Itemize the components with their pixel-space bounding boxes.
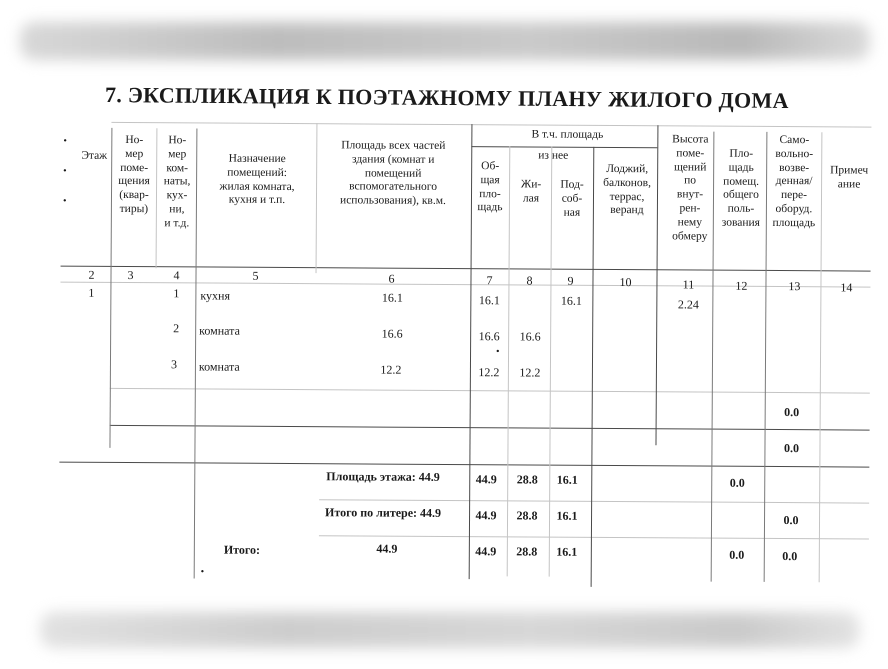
header-common-area: Пло- щадь помещ. общего поль- зования	[721, 147, 760, 229]
col-number: 10	[619, 275, 632, 290]
cell-general-area: 16.1	[478, 293, 500, 308]
summary-aux-area: 16.1	[556, 472, 578, 487]
col-border	[549, 147, 553, 577]
row-border	[110, 388, 870, 394]
summary-common-area: 0.0	[729, 547, 745, 562]
header-bottom-border	[61, 266, 871, 272]
row-border	[59, 462, 869, 468]
summary-by-letter-label: Итого по литере: 44.9	[325, 505, 442, 520]
cell-self-built-area: 0.0	[784, 405, 800, 420]
summary-total-area: 44.9	[376, 541, 398, 556]
col-border	[469, 124, 473, 579]
col-number: 6	[388, 271, 395, 286]
header-self-built-area: Само- вольно- возве- денная/ пере- оборуд. площадь	[772, 134, 816, 230]
incl-area-divider	[471, 146, 657, 148]
cell-general-area: 12.2	[478, 365, 500, 380]
summary-aux-area: 16.1	[556, 544, 578, 559]
scan-mark: •	[62, 195, 67, 207]
cell-general-area: 16.6	[478, 329, 500, 344]
col-border	[819, 132, 823, 582]
cell-floor: 1	[88, 285, 95, 300]
cell-room-number: 1	[173, 286, 180, 301]
cell-total-area: 16.6	[381, 326, 403, 341]
scan-mark: •	[63, 135, 67, 147]
row-border	[319, 499, 869, 503]
col-border	[316, 123, 318, 273]
col-number: 3	[127, 268, 134, 283]
cell-purpose: комната	[198, 359, 240, 374]
summary-general-area: 44.9	[475, 472, 497, 487]
col-number: 11	[682, 277, 695, 292]
col-number: 5	[252, 268, 259, 283]
document-title: 7. ЭКСПЛИКАЦИЯ К ПОЭТАЖНОМУ ПЛАНУ ЖИЛОГО ДОМА	[104, 82, 789, 113]
summary-common-area: 0.0	[729, 475, 745, 490]
cell-living-area: 12.2	[519, 365, 541, 380]
header-loggias: Лоджий, балконов, террас, веранд	[603, 162, 652, 217]
table-top-border	[111, 122, 871, 128]
summary-living-area: 28.8	[516, 544, 538, 559]
cell-ceiling-height: 2.24	[677, 297, 699, 312]
col-border	[156, 128, 158, 268]
header-living-area: Жи- лая	[520, 178, 542, 205]
row-border	[110, 425, 870, 431]
scan-mark: •	[496, 346, 500, 358]
header-purpose: Назначение помещений: жилая комната, кухня и т.п.	[219, 152, 295, 207]
summary-general-area: 44.9	[475, 508, 497, 523]
row-border	[319, 535, 869, 539]
col-border	[764, 132, 768, 582]
cell-room-number: 3	[170, 357, 178, 372]
header-note: Примеч ание	[830, 164, 869, 191]
col-number: 2	[88, 267, 95, 282]
summary-aux-area: 16.1	[556, 508, 578, 523]
cell-living-area: 16.6	[519, 329, 541, 344]
col-number: 12	[735, 278, 748, 293]
col-number: 14	[840, 280, 853, 295]
header-apt-number: Но- мер поме- щения (квар- тиры)	[118, 134, 150, 216]
header-ceiling-height: Высота поме- щений по внут- рен- нему обмеру	[672, 133, 709, 243]
cell-self-built-area: 0.0	[783, 441, 800, 456]
col-number: 8	[526, 273, 533, 288]
summary-self-built-area: 0.0	[782, 549, 798, 564]
cell-room-number: 2	[173, 321, 180, 336]
header-floor: Этаж	[81, 149, 108, 162]
col-number: 9	[567, 273, 574, 288]
col-border	[109, 128, 112, 448]
header-aux-area: Под- соб- ная	[560, 178, 584, 219]
col-border	[591, 147, 595, 587]
header-room-number: Но- мер ком- наты, кух- ни, и т.д.	[163, 134, 191, 230]
summary-general-area: 44.9	[475, 544, 497, 559]
col-number: 13	[788, 279, 801, 294]
header-of-which: из нее	[538, 149, 569, 162]
cell-aux-area: 16.1	[560, 293, 582, 308]
summary-self-built-area: 0.0	[783, 513, 799, 528]
summary-floor-area-label: Площадь этажа: 44.9	[326, 469, 440, 484]
header-total-area: Площадь всех частей здания (комнат и помещений вспомогательного использования), кв.м.	[340, 139, 446, 208]
cell-purpose: кухня	[200, 288, 231, 303]
scan-mark: •	[200, 566, 205, 578]
header-incl-area: В т.ч. площадь	[531, 128, 604, 141]
blurred-footer-strip	[40, 612, 860, 648]
col-border	[711, 132, 715, 582]
cell-total-area: 16.1	[381, 290, 403, 305]
col-border	[194, 128, 198, 578]
numbers-row-border	[60, 282, 870, 288]
cell-purpose: комната	[199, 323, 240, 338]
col-number: 7	[486, 273, 493, 288]
summary-living-area: 28.8	[516, 472, 538, 487]
scan-mark: •	[63, 165, 67, 177]
header-general-area: Об- щая пло- щадь	[477, 160, 503, 214]
col-border	[507, 146, 511, 576]
summary-living-area: 28.8	[516, 508, 538, 523]
cell-total-area: 12.2	[380, 362, 402, 377]
col-number: 4	[173, 268, 180, 283]
summary-total-label: Итого:	[223, 542, 261, 557]
